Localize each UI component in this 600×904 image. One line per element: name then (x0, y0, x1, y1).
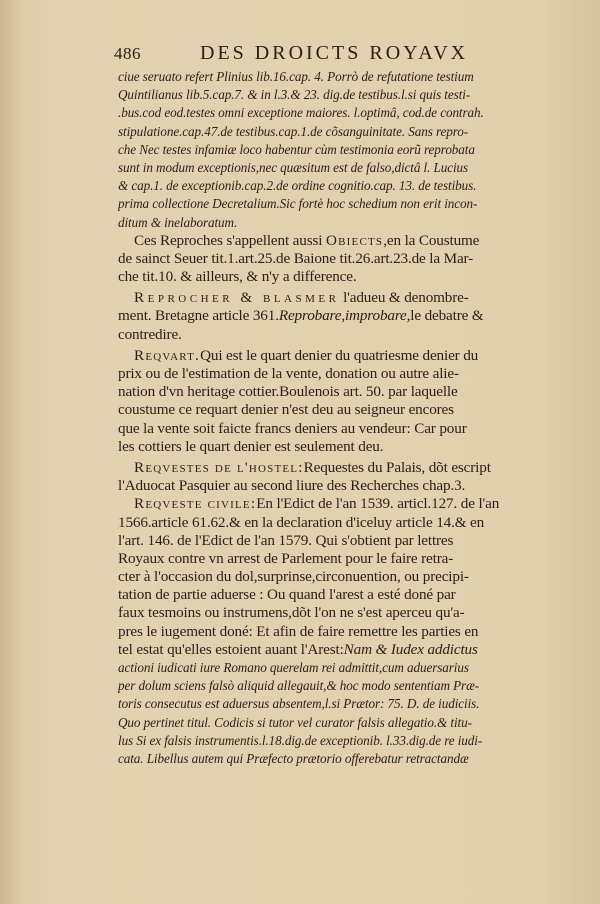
entry-line: 1566.article 61.62.& en la declaration d'iceluy article 14.& en (118, 513, 485, 531)
latin-line: Quintilianus lib.5.cap.7. & in l.3.& 23. dig.de testibus.l.si quis testi- (118, 87, 471, 103)
entry-line: coustume ce requart denier n'est deu au seigneur encores (118, 401, 454, 419)
entry-line: nation d'vn heritage cottier.Boulenois art. 50. par laquelle (118, 383, 458, 401)
entry-line: tation de partie aduerse : Ou quand l'arest a esté doné par (118, 586, 456, 604)
entry-text: l'adueu & denombre- (339, 289, 469, 307)
latin-line: lus Si ex falsis instrumentis.l.18.dig.de exceptionib. l.33.dig.de re iudi- (118, 732, 483, 748)
entry-first-line (118, 495, 523, 513)
entry-term: Reprocher & blasmer (134, 289, 340, 307)
entry-text: Ces Reproches s'appellent aussi (134, 231, 326, 249)
entry-text: ,en la Coustume (383, 231, 480, 249)
entry-line: cter à l'occasion du dol,surprinse,circonuention, ou precipi- (118, 568, 469, 586)
entry-reprocher (118, 289, 523, 344)
latin-line: prima collectione Decretalium.Sic fortè hoc schedium non erit incon- (118, 196, 478, 212)
latin-passage-2 (118, 659, 523, 768)
entry-line: l'art. 146. de l'Edict de l'an 1579. Qui s'obtient par lettres (118, 531, 454, 549)
latin-line: stipulatione.cap.47.de testibus.cap.1.de cõsanguinitate. Sans repro- (118, 123, 469, 139)
latin-line: ciue seruato refert Plinius lib.16.cap. 4. Porrò de refutatione testium (118, 69, 474, 84)
page-body (118, 68, 523, 768)
entry-line: les cottiers le quart denier est seulement deu. (118, 437, 384, 455)
entry-first-line (118, 232, 523, 250)
entry-term: Reqveste civile: (134, 495, 257, 513)
latin-passage-1 (118, 68, 523, 232)
latin-line: toris consecutus est aduersus absentem,l.si Prætor: 75. D. de iudiciis. (118, 696, 480, 712)
entry-line: contredire. (118, 325, 182, 343)
page-header (114, 42, 514, 68)
entry-requestes-hostel (118, 459, 523, 495)
entry-first-line (118, 289, 523, 307)
latin-line: che Nec testes infamiæ loco habentur cùm testimonia eorũ reprobata (118, 141, 475, 157)
running-head: DES DROICTS ROYAVX (200, 42, 469, 64)
entry-line: de sainct Seuer tit.1.art.25.de Baione tit.26.art.23.de la Mar- (118, 249, 474, 267)
entry-text: Qui est le quart denier du quatriesme denier du (200, 346, 479, 364)
entry-line: che tit.10. & ailleurs, & n'y a difference. (118, 268, 357, 286)
entry-line: l'Aduocat Pasquier au second liure des Recherches chap.3. (118, 477, 466, 495)
entry-term: Obiects (325, 231, 384, 249)
entry-text: En l'Edict de l'an 1539. articl.127. de l'an (256, 495, 500, 513)
entry-text: le debatre & (410, 307, 484, 325)
entry-text: tel estat qu'elles estoient auant l'Arest: (118, 640, 344, 658)
entry-line: faux tesmoins ou instrumens,dõt l'on ne s'est aperceu qu'a- (118, 604, 465, 622)
entry-line: prix ou de l'estimation de la vente, donation ou autre alie- (118, 365, 459, 382)
folio-number: 486 (114, 44, 141, 63)
entry-line: que la vente soit faicte francs deniers au vendeur: Car pour (118, 419, 467, 437)
entry-line (118, 641, 523, 659)
entry-latin: Nam & Iudex addictus (343, 640, 478, 658)
entry-objects (118, 232, 523, 287)
entry-text: ment. Bretagne article 361. (118, 307, 279, 325)
latin-line: per dolum sciens falsò aliquid allegauit,& hoc modo sententiam Præ- (118, 678, 480, 694)
latin-line: .bus.cod eod.testes omni exceptione maiores. l.optimâ, cod.de contrah. (118, 105, 484, 121)
entry-first-line (118, 459, 523, 477)
entry-line (118, 307, 523, 325)
latin-line: & cap.1. de exceptionib.cap.2.de ordine cognitio.cap. 13. de testibus. (118, 178, 477, 194)
entry-term: Reqvart. (134, 346, 201, 364)
entry-line: Royaux contre vn arrest de Parlement pour le faire retra- (118, 549, 454, 567)
entry-line: pres le iugement doné: Et afin de faire remettre les parties en (118, 622, 479, 640)
latin-line: cata. Libellus autem qui Præfecto prætorio offerebatur retractandæ (118, 750, 469, 766)
latin-line: sunt in modum exceptionis,nec quæsitum est de falso,dictâ l. Lucius (118, 159, 469, 175)
latin-line: Quo pertinet titul. Codicis si tutor vel curator falsis allegatio.& titu- (118, 714, 472, 730)
latin-line: actioni iudicati iure Romano querelam rei admittit,cum aduersarius (118, 660, 469, 675)
entry-text: Requestes du Palais, dõt escript (303, 458, 491, 476)
latin-line: ditum & inelaboratum. (118, 214, 238, 230)
entry-requart (118, 347, 523, 456)
entry-requeste-civile (118, 495, 523, 659)
entry-first-line (118, 347, 523, 365)
entry-latin: Reprobare,improbare, (278, 307, 411, 325)
entry-term: Reqvestes de l'hostel: (134, 458, 304, 476)
